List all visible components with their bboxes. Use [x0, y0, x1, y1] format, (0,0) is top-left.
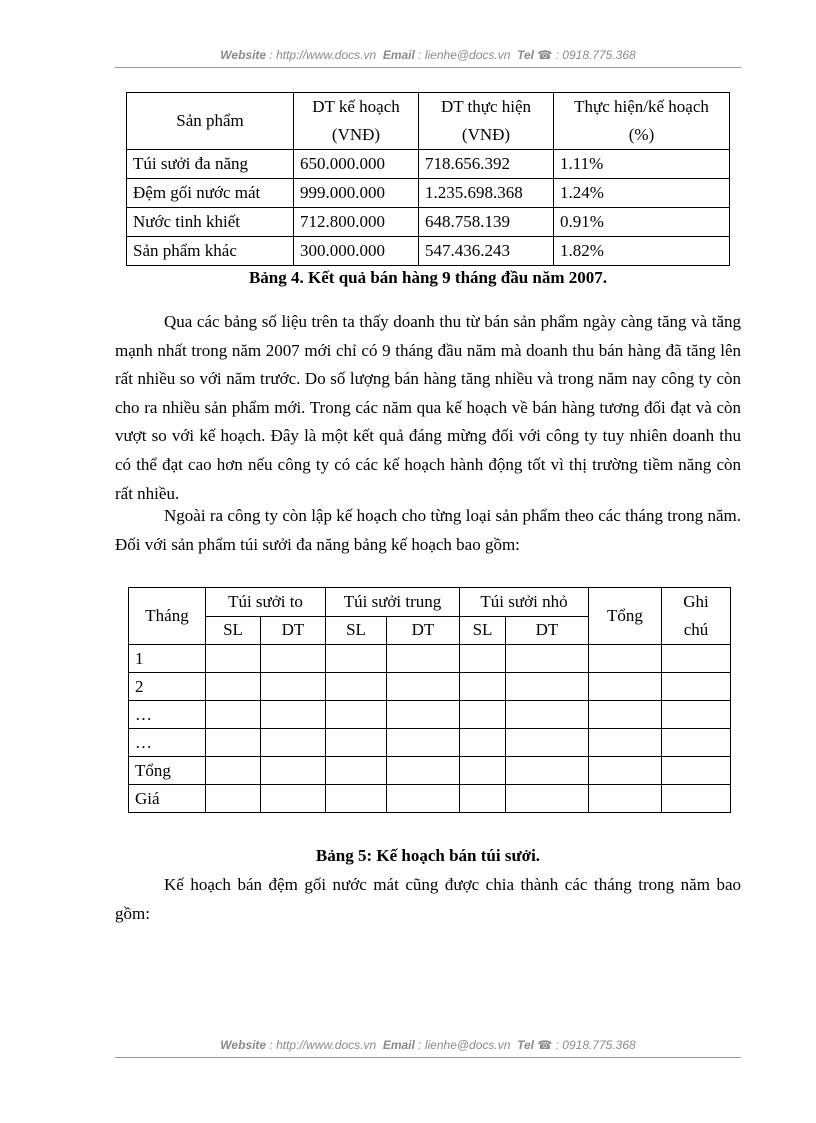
table-row [129, 729, 731, 757]
cell-ratio: 0.91% [554, 208, 730, 237]
cell-actual: 547.436.243 [419, 237, 554, 266]
cell-product: Sản phẩm khác [127, 237, 294, 266]
cell-month: … [129, 729, 206, 757]
cell-ratio: 1.11% [554, 150, 730, 179]
col-group-small: Túi sưởi nhỏ [460, 588, 589, 617]
cell-ratio: 1.82% [554, 237, 730, 266]
tel-label: Tel [517, 48, 534, 62]
website-label: Website [220, 48, 267, 62]
cell-product: Đệm gối nước mát [127, 179, 294, 208]
table-row [127, 179, 730, 208]
sub-header-dt: DT [506, 616, 589, 645]
website-label: Website [220, 1038, 267, 1052]
website-url[interactable]: : http://www.docs.vn [269, 1038, 377, 1052]
cell-month: Giá [129, 785, 206, 813]
sub-header-sl: SL [326, 616, 387, 645]
cell-actual: 1.235.698.368 [419, 179, 554, 208]
sales-results-table [126, 92, 730, 266]
table-row [129, 645, 731, 673]
table-row [129, 701, 731, 729]
paragraph-3: Kế hoạch bán đệm gối nước mát cũng được chia thành các tháng trong năm bao gồm: [115, 875, 741, 923]
cell-planned: 712.800.000 [294, 208, 419, 237]
table-row [129, 673, 731, 701]
cell-product: Túi sưởi đa năng [127, 150, 294, 179]
page-header [115, 48, 741, 62]
cell-month: … [129, 701, 206, 729]
col-header-planned: DT kế hoạch (VNĐ) [294, 93, 419, 150]
col-header-total: Tổng [589, 588, 662, 645]
col-group-large: Túi sưởi to [206, 588, 326, 617]
email-value[interactable]: : lienhe@docs.vn [418, 48, 511, 62]
col-header-note: Ghi chú [662, 588, 731, 645]
cell-actual: 648.758.139 [419, 208, 554, 237]
cell-planned: 300.000.000 [294, 237, 419, 266]
table-row [127, 208, 730, 237]
paragraph-2: Ngoài ra công ty còn lập kế hoạch cho từng loại sản phẩm theo các tháng trong năm. Đối với sản phẩm túi sưởi đa năng bảng kế hoạch bao gồm: [115, 506, 741, 554]
cell-planned: 999.000.000 [294, 179, 419, 208]
cell-ratio: 1.24% [554, 179, 730, 208]
cell-actual: 718.656.392 [419, 150, 554, 179]
sub-header-dt: DT [261, 616, 326, 645]
col-header-ratio: Thực hiện/kế hoạch (%) [554, 93, 730, 150]
email-value[interactable]: : lienhe@docs.vn [418, 1038, 511, 1052]
tel-label: Tel [517, 1038, 534, 1052]
footer-rule [115, 1057, 741, 1058]
col-header-product: Sản phẩm [127, 93, 294, 150]
table-header-row [129, 588, 731, 617]
table4-caption: Bảng 4. Kết quả bán hàng 9 tháng đầu năm 2007. [248, 268, 608, 287]
email-label: Email [382, 48, 415, 62]
col-group-medium: Túi sưởi trung [326, 588, 460, 617]
sub-header-sl: SL [206, 616, 261, 645]
phone-icon: ☎ [537, 1038, 553, 1052]
tel-value: : 0918.775.368 [555, 48, 636, 62]
cell-product: Nước tinh khiết [127, 208, 294, 237]
table-row [127, 237, 730, 266]
cell-month: Tổng [129, 757, 206, 785]
table5-caption: Bảng 5: Kế hoạch bán túi sưởi. [315, 846, 541, 865]
table-row [129, 757, 731, 785]
paragraph-1: Qua các bảng số liệu trên ta thấy doanh thu từ bán sản phẩm ngày càng tăng và tăng mạnh nhất trong năm 2007 mới chỉ có 9 tháng đầu năm mà doanh thu bán hàng đã tăng lên rất nhiều so với năm trước. Do số lượng bán hàng tăng nhiều và trong năm nay công ty còn cho ra nhiều sản phẩm mới. Trong các năm qua kế hoạch về bán hàng tương đối đạt và còn vượt so với kế hoạch. Đây là một kết quả đáng mừng đối với công ty tuy nhiên doanh thu có thể đạt cao hơn nếu công ty có các kế hoạch hành động tốt vì thị trường tiềm năng còn rất nhiều. [115, 312, 741, 503]
sub-header-sl: SL [460, 616, 506, 645]
email-label: Email [382, 1038, 415, 1052]
sub-header-dt: DT [387, 616, 460, 645]
phone-icon: ☎ [537, 48, 553, 62]
website-url[interactable]: : http://www.docs.vn [269, 48, 377, 62]
cell-planned: 650.000.000 [294, 150, 419, 179]
table-header-row [127, 93, 730, 150]
page-footer [115, 1038, 741, 1052]
cell-month: 1 [129, 645, 206, 673]
cell-month: 2 [129, 673, 206, 701]
tel-value: : 0918.775.368 [555, 1038, 636, 1052]
table-row [127, 150, 730, 179]
col-header-month: Tháng [129, 588, 206, 645]
table-row [129, 785, 731, 813]
header-rule [115, 67, 741, 68]
heater-plan-table [128, 587, 731, 813]
col-header-actual: DT thực hiện (VNĐ) [419, 93, 554, 150]
